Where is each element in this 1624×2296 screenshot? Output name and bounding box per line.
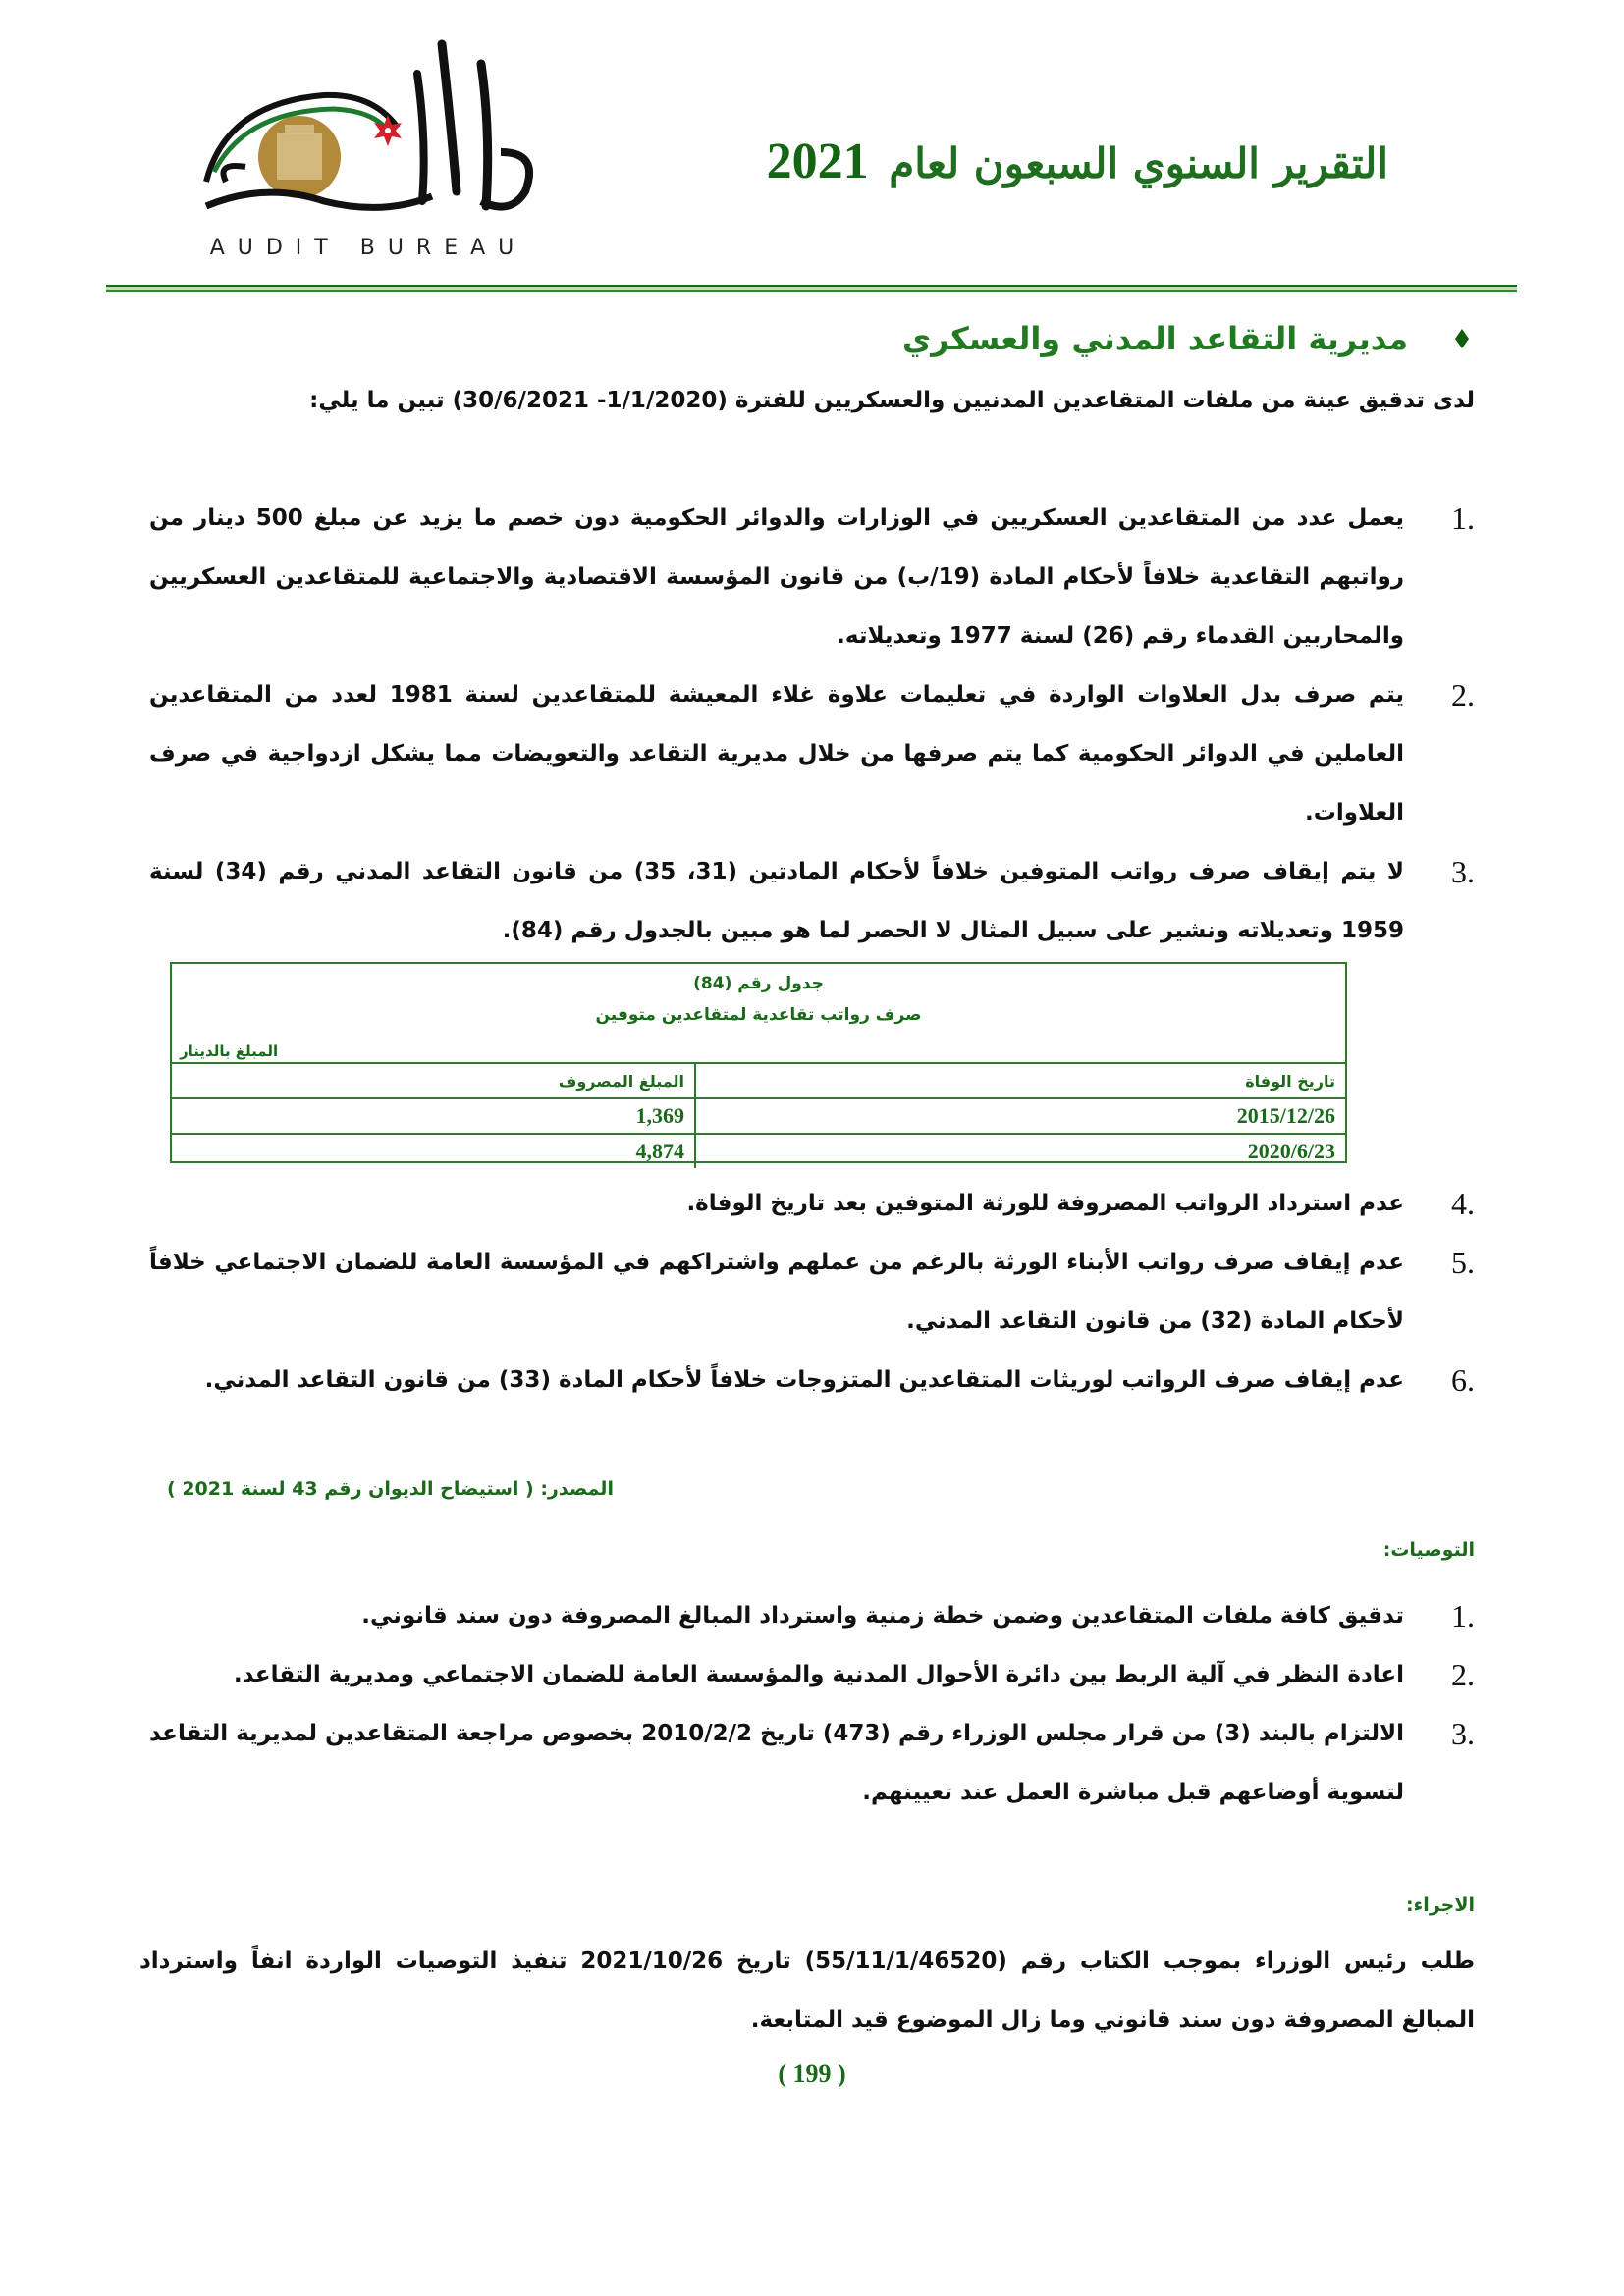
recommendation-number: 3. xyxy=(1451,1716,1475,1751)
finding-number: 3. xyxy=(1451,854,1475,889)
recommendation-text: اعادة النظر في آلية الربط بين دائرة الأحوال المدنية والمؤسسة العامة للضمان الاجتماعي ومديرية التقاعد. xyxy=(233,1662,1404,1687)
section-heading xyxy=(902,320,1469,357)
page-number: ( 199 ) xyxy=(778,2059,846,2088)
audit-bureau-logo xyxy=(187,34,550,260)
column-header-amount: المبلغ المصروف xyxy=(172,1064,696,1097)
table-column-headers xyxy=(172,1064,1345,1099)
table-unit: المبلغ بالدينار xyxy=(180,1042,279,1060)
recommendation-item xyxy=(149,1704,1475,1822)
table-subtitle: صرف رواتب تقاعدية لمتقاعدين متوفين xyxy=(595,1005,922,1025)
report-title-year: 2021 xyxy=(766,133,869,189)
section-title: مديرية التقاعد المدني والعسكري xyxy=(901,320,1408,357)
recommendation-number: 1. xyxy=(1451,1598,1475,1633)
finding-text: يتم صرف بدل العلاوات الواردة في تعليمات علاوة غلاء المعيشة للمتقاعدين لسنة 1981 لعدد من المتقاعدين العاملين في الدوائر الحكومية كما يتم صرفها من خلال مديرية التقاعد والتعويضات مما يشكل ازدواجية في صرف العلاوات. xyxy=(149,682,1404,826)
recommendation-number: 2. xyxy=(1451,1657,1475,1692)
recommendation-text: الالتزام بالبند (3) من قرار مجلس الوزراء رقم (473) تاريخ 2010/2/2 بخصوص مراجعة المتقاعدين لمديرية التقاعد لتسوية أوضاعهم قبل مباشرة العمل عند تعيينهم. xyxy=(149,1721,1404,1805)
finding-number: 5. xyxy=(1451,1245,1475,1280)
findings-list xyxy=(149,489,1475,960)
finding-text: يعمل عدد من المتقاعدين العسكريين في الوزارات والدوائر الحكومية دون خصم ما يزيد عن مبلغ 500 دينار من رواتبهم التقاعدية خلافاً لأحكام المادة (19/ب) من قانون المؤسسة الاقتصادية والاجتماعية للمتقاعدين العسكريين والمحاربين القدماء رقم (26) لسنة 1977 وتعديلاته. xyxy=(149,506,1404,649)
table-row xyxy=(172,1099,1345,1135)
table-row xyxy=(172,1135,1345,1168)
action-heading: الاجراء: xyxy=(1406,1895,1475,1916)
finding-item xyxy=(149,489,1475,666)
diamond-icon xyxy=(1455,329,1469,348)
finding-text: عدم استرداد الرواتب المصروفة للورثة المتوفين بعد تاريخ الوفاة. xyxy=(686,1191,1404,1216)
finding-text: عدم إيقاف صرف رواتب الأبناء الورثة بالرغم من عملهم واشتراكهم في المؤسسة العامة للضمان الاجتماعي خلافاً لأحكام المادة (32) من قانون التقاعد المدني. xyxy=(149,1250,1404,1334)
table-header xyxy=(172,964,1345,1064)
deceased-pension-table xyxy=(170,962,1347,1163)
recommendation-item xyxy=(149,1645,1475,1704)
recommendation-text: تدقيق كافة ملفات المتقاعدين وضمن خطة زمنية واسترداد المبالغ المصروفة دون سند قانوني. xyxy=(361,1603,1404,1629)
finding-text: لا يتم إيقاف صرف رواتب المتوفين خلافاً لأحكام المادتين (31، 35) من قانون التقاعد المدني رقم (34) لسنة 1959 وتعديلاته ونشير على سبيل المثال لا الحصر لما هو مبين بالجدول رقم (84). xyxy=(149,859,1405,943)
cell-death-date: 2015/12/26 xyxy=(1236,1103,1335,1128)
logo-english-text: AUDIT BUREAU xyxy=(209,236,527,260)
finding-item xyxy=(149,1351,1475,1410)
section-intro: لدى تدقيق عينة من ملفات المتقاعدين المدنيين والعسكريين للفترة (1/1/2020- 30/6/2021) تبين ما يلي: xyxy=(309,388,1475,413)
recommendations-list xyxy=(149,1586,1475,1822)
logo-calligraphy-icon xyxy=(187,34,550,231)
column-header-death-date: تاريخ الوفاة xyxy=(1245,1071,1335,1091)
finding-item xyxy=(149,1174,1475,1233)
action-text: طلب رئيس الوزراء بموجب الكتاب رقم (55/11/1/46520) تاريخ 2021/10/26 تنفيذ التوصيات الواردة انفاً واسترداد المبالغ المصروفة دون سند قانوني وما زال الموضوع قيد المتابعة. xyxy=(139,1949,1475,2033)
report-title xyxy=(767,133,1388,190)
table-title: جدول رقم (84) xyxy=(693,974,824,993)
finding-item xyxy=(149,842,1475,960)
finding-number: 6. xyxy=(1451,1362,1475,1398)
finding-item xyxy=(149,666,1475,842)
cell-amount: 4,874 xyxy=(172,1135,696,1168)
cell-death-date: 2020/6/23 xyxy=(1247,1139,1335,1163)
source-note: المصدر: ( استيضاح الديوان رقم 43 لسنة 2021 ) xyxy=(167,1478,614,1500)
recommendations-heading: التوصيات: xyxy=(1382,1539,1475,1561)
finding-item xyxy=(149,1233,1475,1351)
header-divider xyxy=(106,285,1517,292)
findings-list-continued xyxy=(149,1174,1475,1410)
finding-text: عدم إيقاف صرف الرواتب لوريثات المتقاعدين المتزوجات خلافاً لأحكام المادة (33) من قانون التقاعد المدني. xyxy=(204,1367,1404,1393)
finding-number: 2. xyxy=(1451,677,1475,713)
cell-amount: 1,369 xyxy=(172,1099,696,1133)
recommendation-item xyxy=(149,1586,1475,1645)
finding-number: 1. xyxy=(1451,501,1475,536)
report-title-text: التقرير السنوي السبعون لعام xyxy=(889,139,1388,187)
finding-number: 4. xyxy=(1451,1186,1475,1221)
